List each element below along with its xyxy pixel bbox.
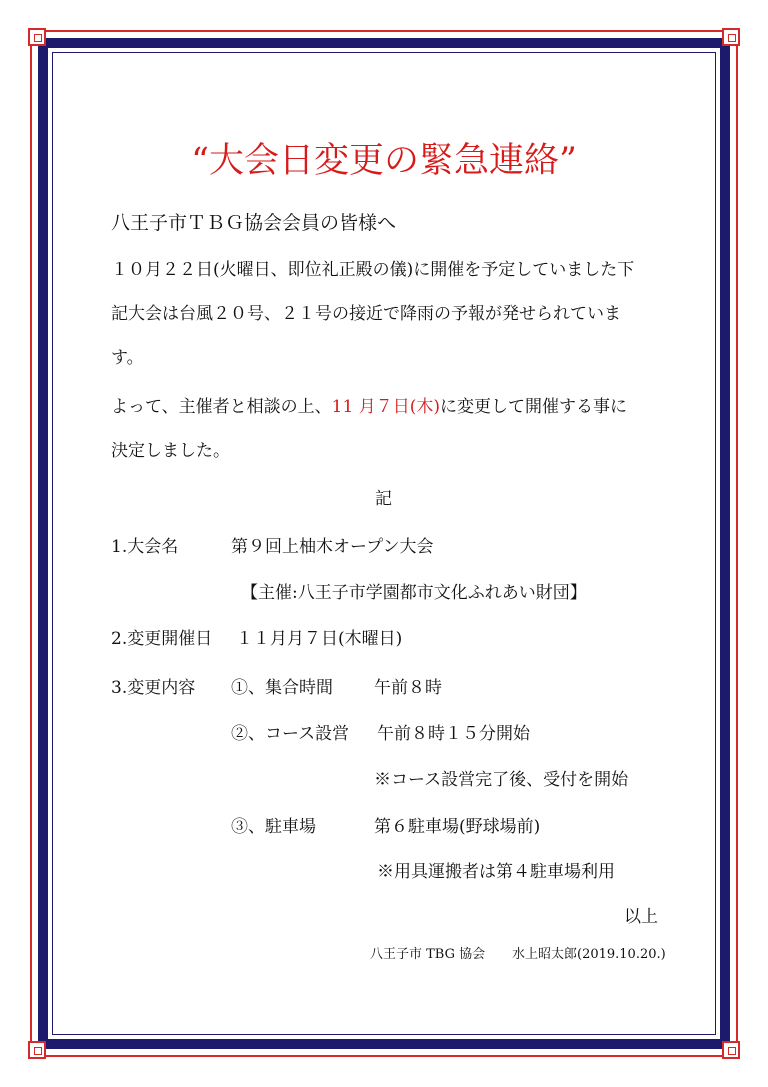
closing-ijou: 以上 (624, 907, 658, 927)
corner-ornament-top-right (722, 28, 740, 46)
item-1-label: 1.大会名 (111, 537, 179, 557)
item-1-organizer: 【主催:八王子市学園都市文化ふれあい財団】 (241, 583, 587, 603)
change-1-label: ①、集合時間 (231, 678, 333, 698)
change-3-value: 第６駐車場(野球場前) (374, 817, 541, 837)
item-1-value: 第９回上柚木オープン大会 (231, 537, 434, 557)
body-line-1: １０月２２日(火曜日、即位礼正殿の儀)に開催を予定していました下 (111, 260, 635, 280)
ki-heading: 記 (375, 489, 392, 509)
change-2-note: ※コース設営完了後、受付を開始 (374, 770, 629, 790)
change-3-note: ※用具運搬者は第４駐車場利用 (377, 862, 615, 882)
body-line-4-suffix: に変更して開催する事に (439, 397, 627, 417)
signature-org: 八王子市 TBG 協会 (370, 947, 486, 962)
body-line-3: す。 (111, 348, 144, 368)
corner-ornament-top-left (28, 28, 46, 46)
change-2-value: 午前８時１５分開始 (377, 724, 530, 744)
item-2-value: １１月月７日(木曜日) (236, 629, 403, 649)
item-3-label: 3.変更内容 (111, 678, 196, 698)
change-1-value: 午前８時 (374, 678, 442, 698)
body-line-2: 記大会は台風２０号、２１号の接近で降雨の予報が発せられていま (111, 304, 621, 324)
body-line-4 (111, 399, 627, 416)
change-2-label: ②、コース設営 (231, 724, 350, 744)
salutation: 八王子市ＴＢＧ協会会員の皆様へ (111, 212, 397, 234)
corner-ornament-bottom-right (722, 1041, 740, 1059)
item-2-label: 2.変更開催日 (111, 629, 213, 649)
body-line-4-prefix: よって、主催者と相談の上、 (111, 397, 332, 417)
new-date-highlight: 11 月７日(木) (331, 397, 440, 417)
body-line-5: 決定しました。 (111, 441, 230, 461)
document-title: “大会日変更の緊急連絡” (191, 141, 577, 181)
signature-author-date: 水上昭太郎(2019.10.20.) (512, 947, 666, 962)
corner-ornament-bottom-left (28, 1041, 46, 1059)
change-3-label: ③、駐車場 (231, 817, 316, 837)
